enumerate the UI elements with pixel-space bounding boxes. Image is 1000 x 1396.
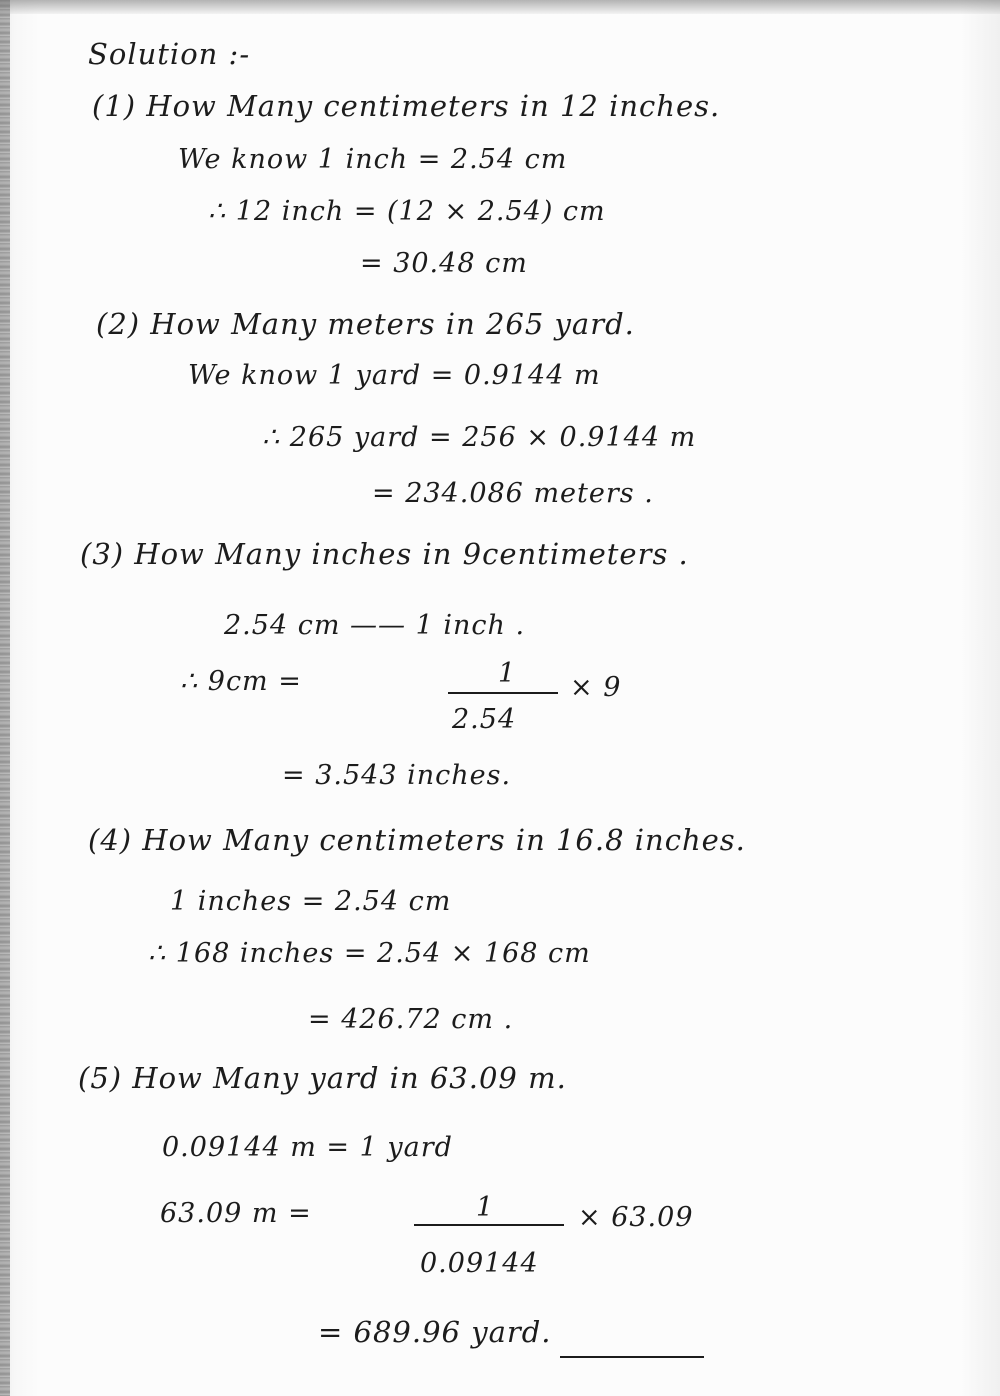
q2-line2: ∴ 265 yard = 256 × 0.9144 m <box>262 422 697 453</box>
q3-fraction-bar <box>448 692 558 694</box>
q5-heading: (5) How Many yard in 63.09 m. <box>78 1061 567 1095</box>
q3-line2: ∴ 9cm = <box>180 666 302 697</box>
q2-result: = 234.086 meters . <box>372 478 654 509</box>
final-answer-underline <box>560 1356 704 1358</box>
page-edge-shadow <box>0 0 10 1396</box>
q5-fraction-bar <box>414 1224 564 1226</box>
q5-multiplier: × 63.09 <box>578 1202 694 1233</box>
q4-line2: ∴ 168 inches = 2.54 × 168 cm <box>148 938 591 969</box>
q5-denominator: 0.09144 <box>420 1248 539 1279</box>
q1-line1: We know 1 inch = 2.54 cm <box>178 144 568 175</box>
page-top-shadow <box>0 0 1000 14</box>
q4-line1: 1 inches = 2.54 cm <box>170 886 452 917</box>
q3-line1: 2.54 cm —— 1 inch . <box>224 610 526 641</box>
q3-heading: (3) How Many inches in 9centimeters . <box>80 537 689 571</box>
q1-result: = 30.48 cm <box>360 248 528 279</box>
q4-heading: (4) How Many centimeters in 16.8 inches. <box>88 823 746 857</box>
q1-heading: (1) How Many centimeters in 12 inches. <box>92 89 721 123</box>
q2-line1: We know 1 yard = 0.9144 m <box>188 360 601 391</box>
q2-heading: (2) How Many meters in 265 yard. <box>96 307 635 341</box>
q3-multiplier: × 9 <box>570 672 622 703</box>
q3-result: = 3.543 inches. <box>282 760 512 791</box>
q3-denominator: 2.54 <box>452 704 517 735</box>
q3-numerator: 1 <box>498 658 517 689</box>
q5-numerator: 1 <box>476 1192 495 1223</box>
q5-result: = 689.96 yard. <box>318 1315 552 1349</box>
q4-result: = 426.72 cm . <box>308 1004 514 1035</box>
q5-line1: 0.09144 m = 1 yard <box>162 1132 453 1163</box>
solution-title: Solution :- <box>88 37 251 71</box>
q5-line2: 63.09 m = <box>160 1198 312 1229</box>
q1-line2: ∴ 12 inch = (12 × 2.54) cm <box>208 196 606 227</box>
